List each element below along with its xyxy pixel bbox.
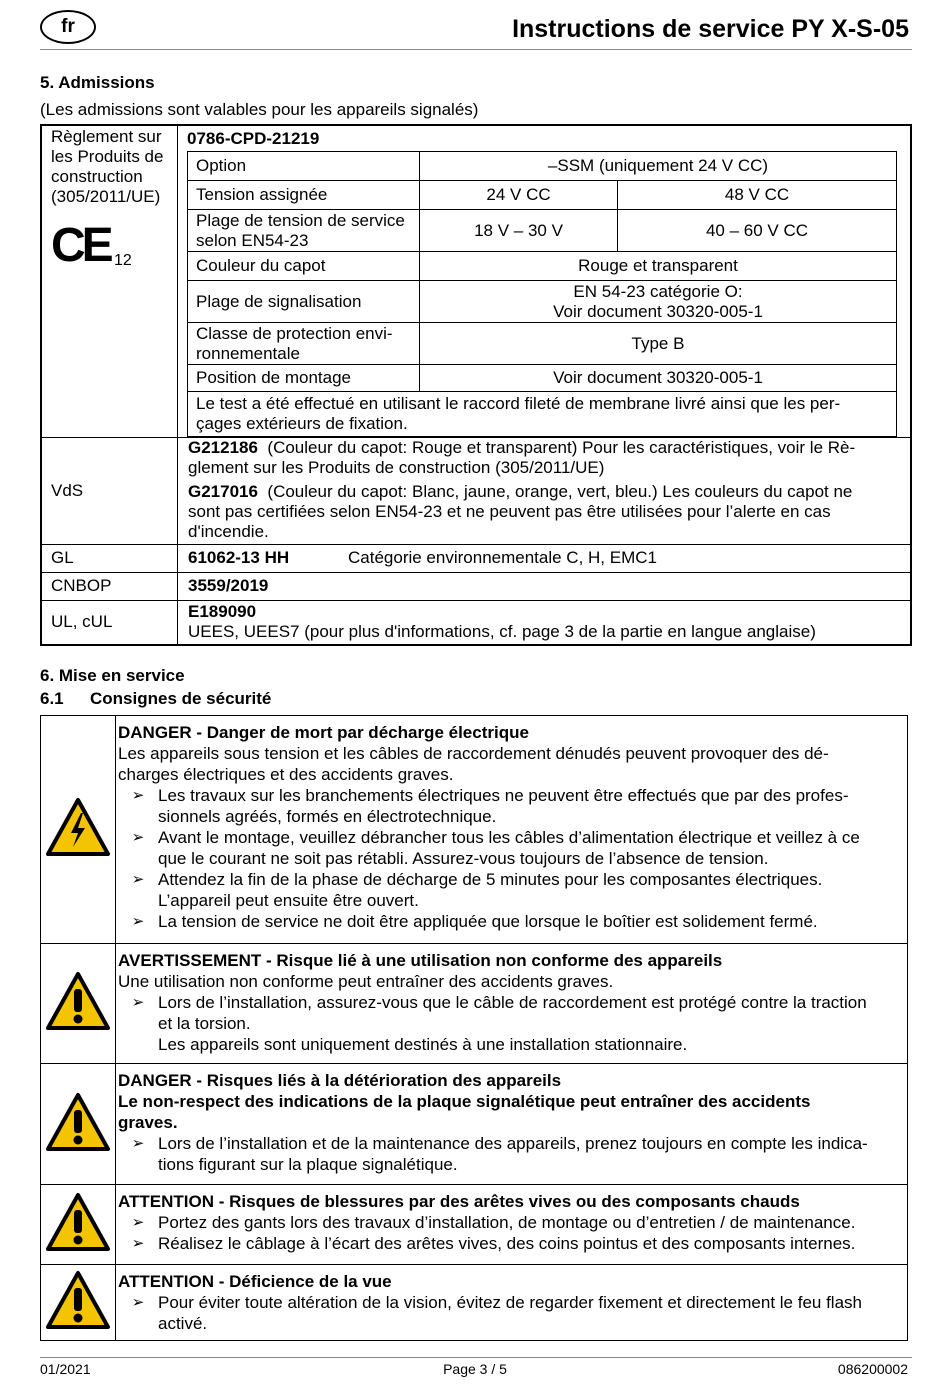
- spec-label-line: Plage de tension de service: [196, 210, 405, 230]
- gl-row: [41, 545, 911, 573]
- spec-label: Position de montage: [188, 365, 420, 392]
- vds-cert-text: (Couleur du capot: Rouge et transparent) Pour les caractéristiques, voir le Rè-: [267, 438, 856, 457]
- cpr-row: [41, 125, 911, 438]
- spec-row-plage: [188, 210, 897, 252]
- subsection-number: 6.1: [40, 689, 64, 708]
- item-line: Lors de l’installation et de la maintenance des appareils, prenez toujours en compte les indica-: [158, 1134, 868, 1153]
- arrow-bullet-icon: ➢: [131, 994, 145, 1011]
- header-divider: [40, 49, 912, 50]
- footer-divider: [40, 1357, 912, 1358]
- item-line: Pour éviter toute altération de la vision, évitez de regarder fixement et directement le feu flash: [158, 1293, 862, 1312]
- ul-label: UL, cUL: [41, 601, 178, 646]
- cpr-label-cell: [41, 125, 178, 438]
- spec-value: Voir document 30320-005-1: [420, 365, 897, 392]
- ce-mark-logo: CE: [51, 219, 110, 272]
- safety-list-item: [118, 992, 901, 1055]
- safety-intro: charges électriques et des accidents graves.: [118, 765, 454, 784]
- cpr-label-line: les Produits de: [51, 147, 164, 166]
- safety-list-item: [118, 785, 901, 827]
- vds-cert-text: glement sur les Produits de construction (305/2011/UE): [188, 458, 605, 477]
- safety-list-item: [118, 869, 901, 911]
- item-line: que le courant ne soit pas rétabli. Assurez-vous toujours de l’absence de tension.: [158, 849, 769, 868]
- arrow-bullet-icon: ➢: [131, 1135, 145, 1152]
- spec-value: Rouge et transparent: [420, 252, 897, 281]
- safety-block: [41, 1185, 908, 1265]
- arrow-bullet-icon: ➢: [131, 1294, 145, 1311]
- spec-value: Type B: [420, 323, 897, 365]
- spec-row-tension: [188, 181, 897, 210]
- safety-intro: Une utilisation non conforme peut entraîner des accidents graves.: [118, 972, 614, 991]
- section-5-heading: 5. Admissions: [40, 73, 155, 92]
- arrow-bullet-icon: ➢: [131, 829, 145, 846]
- vds-cert-code: G217016: [188, 482, 258, 501]
- safety-title: ATTENTION - Risques de blessures par des arêtes vives ou des composants chauds: [118, 1192, 800, 1211]
- spec-label-line: selon EN54-23: [196, 230, 309, 250]
- cpr-specs-table: [187, 151, 897, 437]
- safety-text: [116, 716, 908, 944]
- spec-value: 24 V CC: [420, 181, 618, 210]
- spec-row-option: [188, 152, 897, 181]
- cpr-label-line: (305/2011/UE): [51, 187, 161, 206]
- vds-detail: [178, 438, 912, 545]
- safety-intro-bold: Le non-respect des indications de la plaque signalétique peut entraîner des accidents: [118, 1092, 811, 1111]
- spec-label: [188, 210, 420, 252]
- safety-list-item: [118, 827, 901, 869]
- spec-note-line: Le test a été effectué en utilisant le raccord fileté de membrane livré ainsi que les per-: [196, 394, 841, 413]
- safety-text: [116, 1064, 908, 1185]
- safety-list-item: [118, 1292, 901, 1334]
- document-title: Instructions de service PY X-S-05: [512, 15, 909, 43]
- ul-row: [41, 601, 911, 646]
- warning-icon: [41, 944, 116, 1064]
- safety-list-item: [118, 1133, 901, 1175]
- safety-block: [41, 1064, 908, 1185]
- safety-text: [116, 1265, 908, 1341]
- gl-label: GL: [41, 545, 178, 573]
- spec-row-position: [188, 365, 897, 392]
- gl-cert-code: 61062-13 HH: [188, 548, 290, 567]
- item-line: Réalisez le câblage à l’écart des arêtes vives, des coins pointus et des composants internes.: [158, 1234, 856, 1253]
- safety-title: AVERTISSEMENT - Risque lié à une utilisation non conforme des appareils: [118, 951, 723, 970]
- spec-value: 40 – 60 V CC: [618, 210, 897, 252]
- arrow-bullet-icon: ➢: [131, 1214, 145, 1231]
- spec-label: Couleur du capot: [188, 252, 420, 281]
- spec-value: 48 V CC: [618, 181, 897, 210]
- spec-label: [188, 323, 420, 365]
- safety-text: [116, 944, 908, 1064]
- warning-icon: [41, 1185, 116, 1265]
- spec-note-line: çages extérieurs de fixation.: [196, 414, 408, 433]
- item-line: Les travaux sur les branchements électriques ne peuvent être effectués que par des profes-: [158, 786, 849, 805]
- item-line: L’appareil peut ensuite être ouvert.: [158, 891, 419, 910]
- cpr-detail-cell: [178, 125, 912, 438]
- safety-title: ATTENTION - Déficience de la vue: [118, 1272, 392, 1291]
- item-line: Avant le montage, veuillez débrancher tous les câbles d’alimentation électrique et veillez à ce: [158, 828, 860, 847]
- spec-label-line: Classe de protection envi-: [196, 323, 393, 343]
- language-badge: fr: [40, 10, 96, 44]
- item-line: et la torsion.: [158, 1014, 251, 1033]
- footer-date: 01/2021: [40, 1361, 91, 1377]
- item-line: sionnels agréés, formés en électrotechnique.: [158, 807, 497, 826]
- cnbop-row: [41, 573, 911, 601]
- spec-value-line: Voir document 30320-005-1: [553, 301, 763, 321]
- safety-title: DANGER - Risques liés à la détérioration des appareils: [118, 1071, 562, 1090]
- item-line: activé.: [158, 1314, 208, 1333]
- arrow-bullet-icon: ➢: [131, 1235, 145, 1252]
- spec-value: [420, 281, 897, 323]
- safety-table: [40, 715, 908, 1341]
- section-6-heading: 6. Mise en service: [40, 666, 185, 685]
- cnbop-label: CNBOP: [41, 573, 178, 601]
- ce-notified-body-number: 12: [114, 252, 132, 269]
- section-5-subtitle: (Les admissions sont valables pour les appareils signalés): [40, 100, 479, 119]
- arrow-bullet-icon: ➢: [131, 871, 145, 888]
- item-line: tions figurant sur la plaque signalétique.: [158, 1155, 458, 1174]
- section-6-1-heading: [40, 689, 271, 709]
- safety-list-item: [118, 1212, 901, 1233]
- spec-label: Tension assignée: [188, 181, 420, 210]
- safety-list-item: [118, 1233, 901, 1254]
- ce-mark: [51, 221, 171, 271]
- vds-cert-text: sont pas certifiées selon EN54-23 et ne peuvent pas être utilisées pour l’alerte en cas: [188, 502, 831, 521]
- cpr-certificate-number: 0786-CPD-21219: [187, 129, 320, 148]
- admissions-table: [40, 124, 912, 646]
- safety-intro: Les appareils sous tension et les câbles de raccordement dénudés peuvent provoquer des dé-: [118, 744, 829, 763]
- ul-detail: [178, 601, 912, 646]
- spec-value-line: EN 54-23 catégorie O:: [573, 281, 743, 301]
- footer-page-number: Page 3 / 5: [443, 1361, 507, 1377]
- spec-row-classe: [188, 323, 897, 365]
- vds-cert-code: G212186: [188, 438, 258, 457]
- subsection-title: Consignes de sécurité: [90, 689, 272, 708]
- electric-hazard-icon: [41, 716, 116, 944]
- vds-cert-text: d'incendie.: [188, 522, 269, 541]
- ul-cert-code: E189090: [188, 602, 257, 621]
- safety-block: [41, 716, 908, 944]
- gl-cert-text: Catégorie environnementale C, H, EMC1: [348, 548, 657, 567]
- ul-cert-text: UEES, UEES7 (pour plus d'informations, cf. page 3 de la partie en langue anglaise): [188, 622, 816, 641]
- spec-label: Option: [188, 152, 420, 181]
- item-line: Lors de l’installation, assurez-vous que le câble de raccordement est protégé contre la traction: [158, 993, 867, 1012]
- spec-note: [188, 392, 897, 437]
- vds-cert-text: (Couleur du capot: Blanc, jaune, orange, vert, bleu.) Les couleurs du capot ne: [267, 482, 853, 501]
- safety-intro-bold: graves.: [118, 1113, 178, 1132]
- arrow-bullet-icon: ➢: [131, 787, 145, 804]
- item-line: Attendez la fin de la phase de décharge de 5 minutes pour les composantes électriques.: [158, 870, 823, 889]
- safety-list-item: [118, 911, 901, 932]
- warning-icon: [41, 1064, 116, 1185]
- safety-block: [41, 1265, 908, 1341]
- footer-doc-number: 086200002: [837, 1361, 908, 1377]
- cpr-label-line: construction: [51, 167, 143, 186]
- spec-row-couleur: [188, 252, 897, 281]
- spec-label-line: ronnementale: [196, 343, 300, 363]
- spec-value: –SSM (uniquement 24 V CC): [420, 152, 897, 181]
- item-line: La tension de service ne doit être appliquée que lorsque le boîtier est solidement fermé.: [158, 912, 818, 931]
- spec-label: Plage de signalisation: [188, 281, 420, 323]
- vds-label: VdS: [41, 438, 178, 545]
- safety-block: [41, 944, 908, 1064]
- gl-detail: [178, 545, 912, 573]
- vds-row: [41, 438, 911, 545]
- spec-row-signalisation: [188, 281, 897, 323]
- warning-icon: [41, 1265, 116, 1341]
- cnbop-cert-code: 3559/2019: [178, 573, 912, 601]
- item-line: Portez des gants lors des travaux d’installation, de montage ou d’entretien / de maintenance.: [158, 1213, 856, 1232]
- spec-value: 18 V – 30 V: [420, 210, 618, 252]
- cpr-label-line: Règlement sur: [51, 127, 162, 146]
- spec-row-note: [188, 392, 897, 437]
- item-line: Les appareils sont uniquement destinés à une installation stationnaire.: [158, 1035, 688, 1054]
- arrow-bullet-icon: ➢: [131, 913, 145, 930]
- safety-text: [116, 1185, 908, 1265]
- safety-title: DANGER - Danger de mort par décharge électrique: [118, 723, 529, 742]
